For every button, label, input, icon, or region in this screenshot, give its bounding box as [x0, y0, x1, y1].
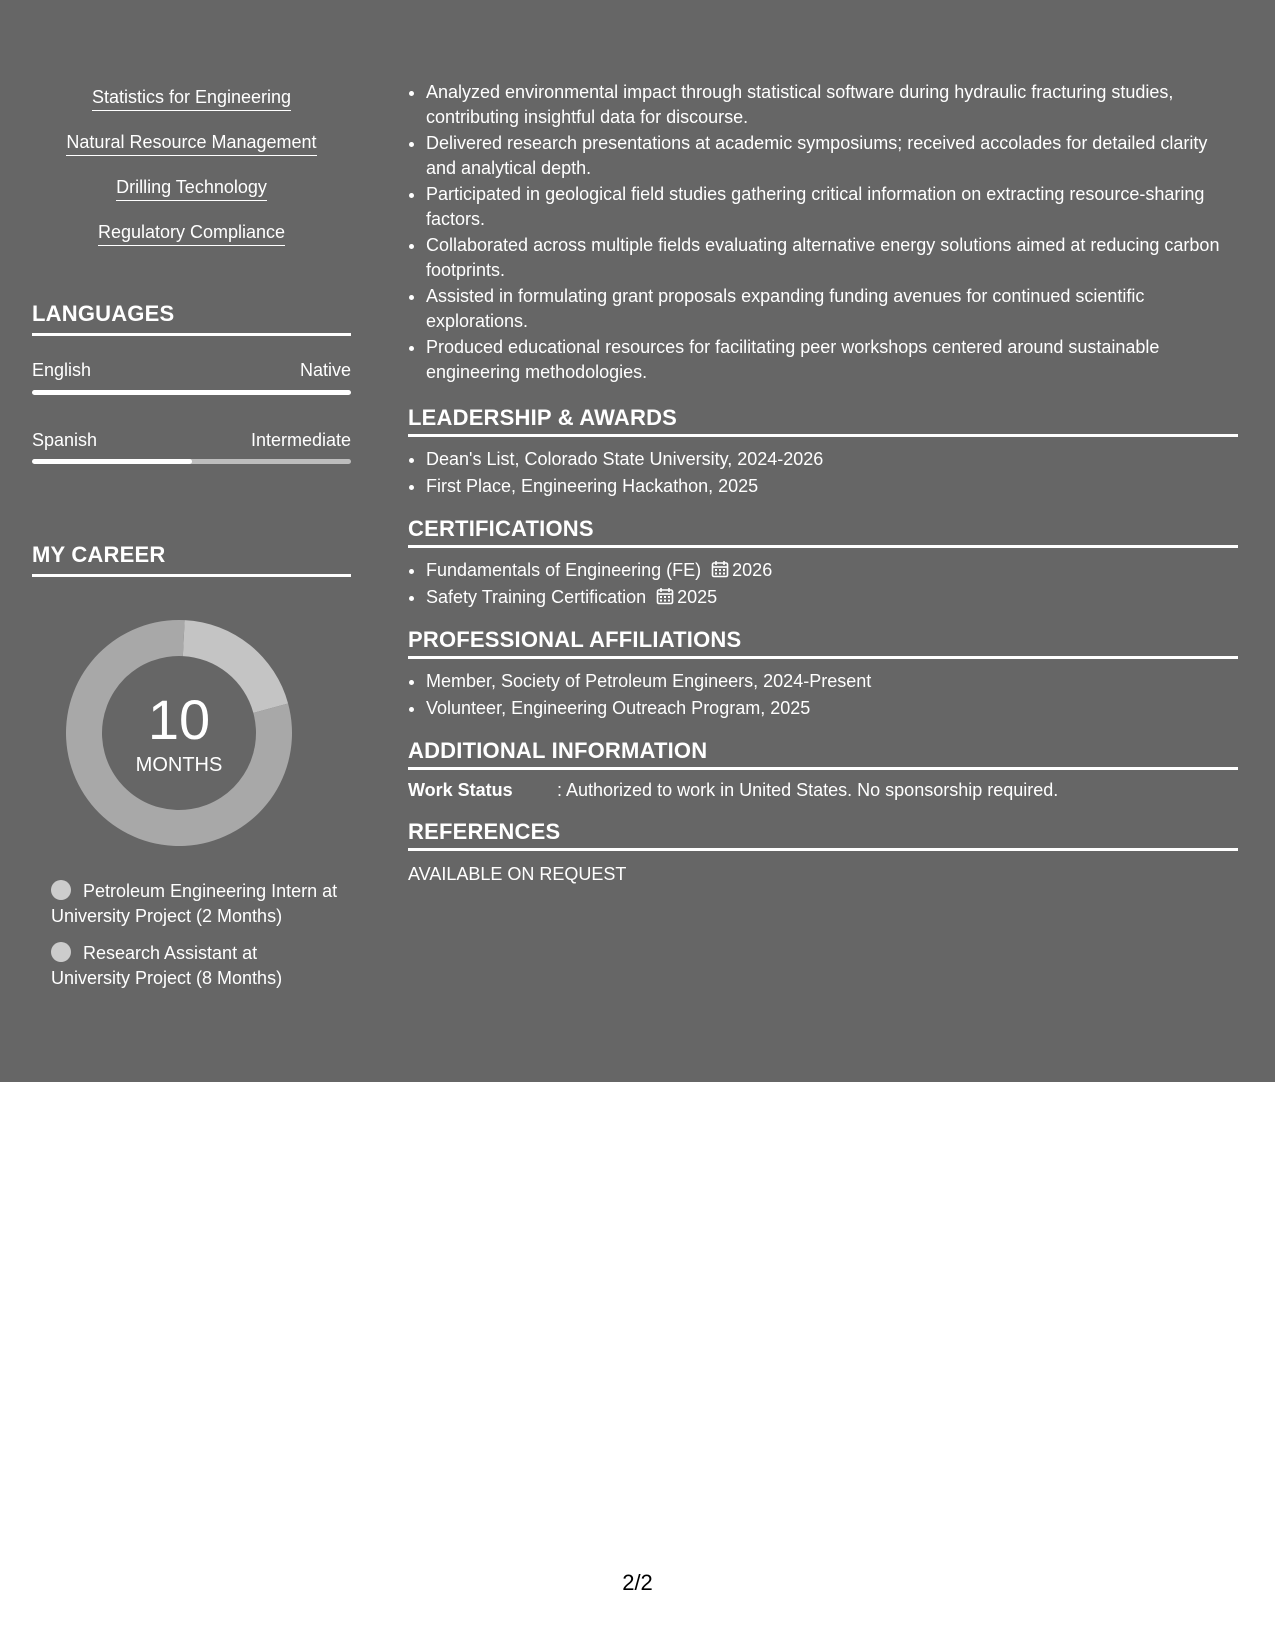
career-total-unit: MONTHS: [135, 754, 223, 776]
certifications-section: [408, 516, 1238, 611]
language-level: Native: [299, 360, 351, 380]
career-item: [51, 941, 341, 991]
affiliations-heading: PROFESSIONAL AFFILIATIONS: [408, 627, 1238, 659]
language-name: English: [32, 360, 92, 380]
languages-heading: LANGUAGES: [32, 301, 351, 336]
career-heading: MY CAREER: [32, 542, 351, 577]
experience-bullet: • Produced educational resources for facilitating peer workshops centered around sustainable engineering methodologies.: [426, 335, 1238, 385]
affiliations-section: [408, 627, 1238, 722]
references-heading: REFERENCES: [408, 819, 1238, 851]
page-number: 2/2: [622, 1570, 653, 1595]
calendar-icon: [711, 560, 729, 578]
work-status-value: : Authorized to work in United States. No sponsorship required.: [557, 780, 1059, 800]
experience-bullet: • Delivered research presentations at academic symposiums; received accolades for detailed clarity and analytical depth.: [426, 131, 1238, 181]
language-row: [32, 359, 351, 381]
affiliation-item: • Volunteer, Engineering Outreach Program, 2025: [426, 695, 1238, 722]
language-name: Spanish: [32, 430, 98, 450]
experience-bullet: • Assisted in formulating grant proposals expanding funding avenues for continued scientific explorations.: [426, 284, 1238, 334]
leadership-item: • Dean's List, Colorado State University, 2024-2026: [426, 446, 1238, 473]
leadership-section: [408, 405, 1238, 500]
certification-name: Safety Training Certification: [426, 587, 647, 607]
experience-bullet: • Analyzed environmental impact through statistical software during hydraulic fracturing studies, contributing insightful data for discourse.: [426, 80, 1238, 130]
certification-name: Fundamentals of Engineering (FE): [426, 560, 702, 580]
career-total-number: 10: [147, 688, 211, 751]
language-level: Intermediate: [250, 430, 351, 450]
work-status-row: [408, 779, 1238, 801]
language-proficiency-bar: [32, 459, 351, 464]
experience-bullets: [408, 80, 1238, 386]
references-text: AVAILABLE ON REQUEST: [408, 864, 627, 884]
career-item: [51, 879, 341, 929]
certification-year: 2025: [677, 587, 718, 607]
career-legend-dot: [51, 942, 71, 962]
language-row: [32, 429, 351, 451]
leadership-item: • First Place, Engineering Hackathon, 2025: [426, 473, 1238, 500]
career-item-text: Petroleum Engineering Intern at University Project (2 Months): [51, 881, 338, 926]
skills-list: [32, 86, 351, 266]
skill-item: Statistics for Engineering: [92, 86, 291, 111]
certifications-heading: CERTIFICATIONS: [408, 516, 1238, 548]
work-status-label: Work Status: [408, 780, 513, 800]
certification-item: [426, 557, 1238, 584]
language-proficiency-bar: [32, 390, 351, 395]
career-item-text: Research Assistant at University Project (8 Months): [51, 943, 283, 988]
experience-bullet: • Participated in geological field studies gathering critical information on extracting resource-sharing factors.: [426, 182, 1238, 232]
additional-info-heading: ADDITIONAL INFORMATION: [408, 738, 1238, 770]
language-proficiency-fill: [32, 459, 192, 464]
skill-item: Natural Resource Management: [66, 131, 316, 156]
affiliation-item: • Member, Society of Petroleum Engineers, 2024-Present: [426, 668, 1238, 695]
skill-item: Regulatory Compliance: [98, 221, 285, 246]
certification-item: [426, 584, 1238, 611]
career-donut-chart: [66, 620, 292, 846]
leadership-heading: LEADERSHIP & AWARDS: [408, 405, 1238, 437]
skill-item: Drilling Technology: [116, 176, 267, 201]
calendar-icon: [656, 587, 674, 605]
career-legend-dot: [51, 880, 71, 900]
language-proficiency-fill: [32, 390, 351, 395]
additional-info-section: [408, 738, 1238, 801]
certification-year: 2026: [732, 560, 773, 580]
experience-bullet: • Collaborated across multiple fields evaluating alternative energy solutions aimed at reducing carbon footprints.: [426, 233, 1238, 283]
references-section: [408, 819, 1238, 885]
